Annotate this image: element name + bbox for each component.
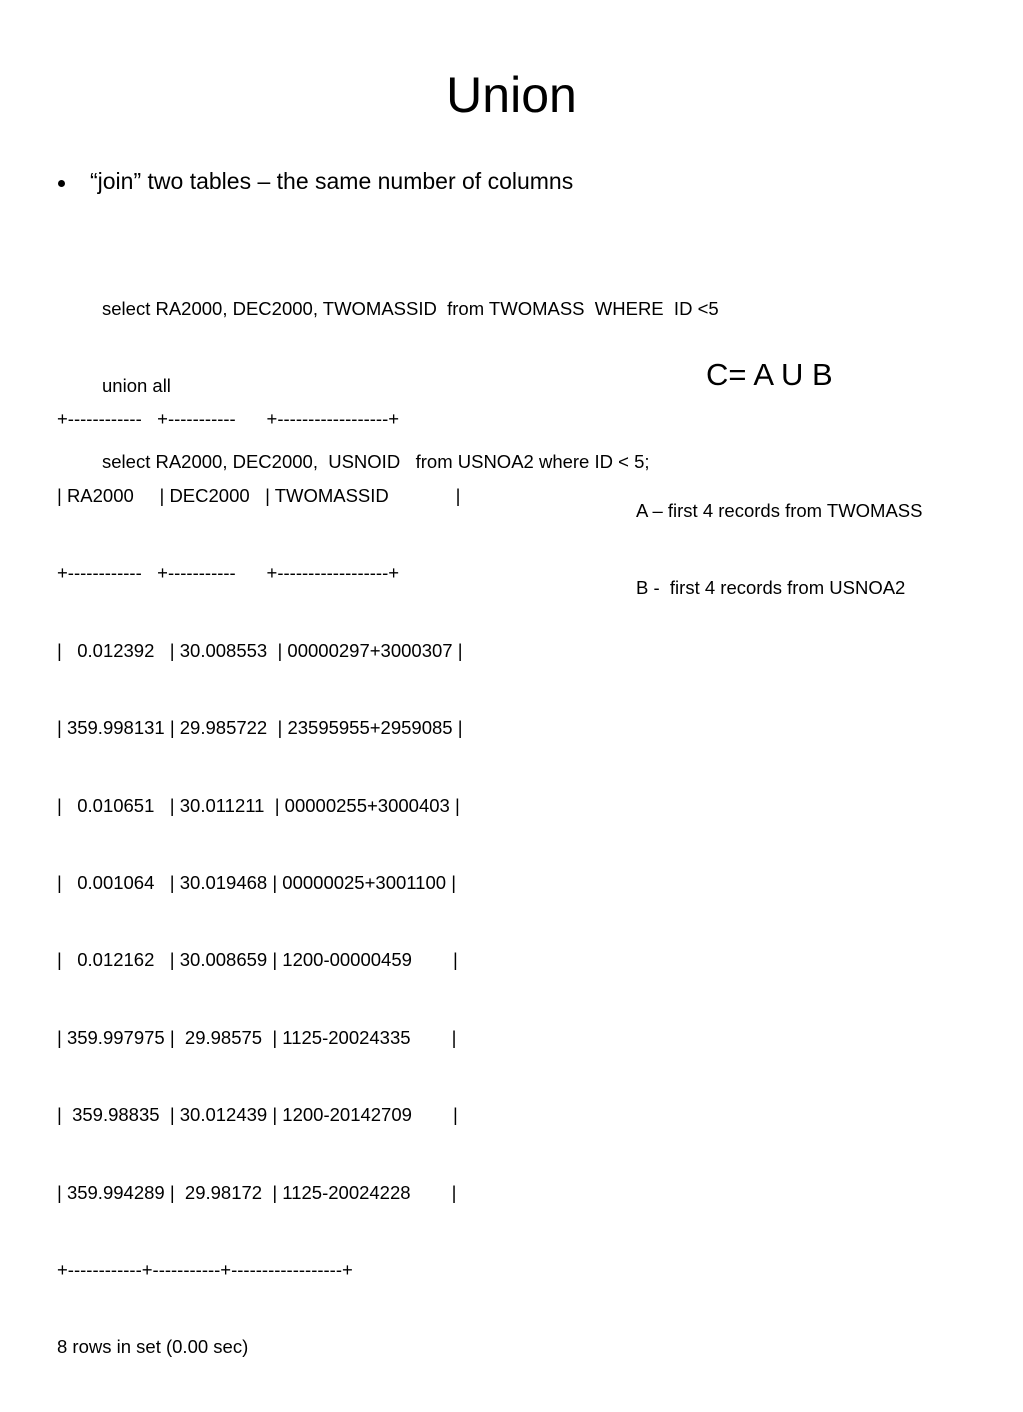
table-row: | 0.001064 | 30.019468 | 00000025+3001100 | <box>57 871 456 893</box>
table-row: | 0.010651 | 30.011211 | 00000255+3000403 | <box>57 794 460 816</box>
table-border-line: +------------ +----------- +------------------+ <box>57 562 400 584</box>
table-row: | 0.012392 | 30.008553 | 00000297+3000307 | <box>57 639 463 661</box>
sql-line: union all <box>102 374 171 396</box>
legend-a: A – first 4 records from TWOMASS <box>636 500 923 521</box>
sql-line: select RA2000, DEC2000, TWOMASSID from TWOMASS WHERE ID <5 <box>102 298 719 319</box>
set-legend <box>636 447 922 651</box>
slide-title: Union <box>446 67 577 123</box>
legend-b: B - first 4 records from USNOA2 <box>636 576 906 598</box>
table-border-line: +------------+-----------+------------------+ <box>57 1258 353 1280</box>
table-row: | 359.997975 | 29.98575 | 1125-20024335 | <box>57 1026 457 1048</box>
query-result-table <box>57 354 463 1412</box>
row-count-status: 8 rows in set (0.00 sec) <box>57 1336 249 1358</box>
table-header-row: | RA2000 | DEC2000 | TWOMASSID | <box>57 484 461 506</box>
bullet-text: “join” two tables – the same number of columns <box>90 168 574 194</box>
table-row: | 359.994289 | 29.98172 | 1125-20024228 | <box>57 1181 457 1203</box>
sql-line: select RA2000, DEC2000, USNOID from USNOA2 where ID < 5; <box>102 451 650 472</box>
table-row: | 359.998131 | 29.985722 | 23595955+2959085 | <box>57 717 463 739</box>
table-row: | 359.98835 | 30.012439 | 1200-20142709 | <box>57 1104 458 1126</box>
table-border-line: +------------ +----------- +------------------+ <box>57 407 400 429</box>
bullet-dot-icon <box>58 180 65 187</box>
table-row: | 0.012162 | 30.008659 | 1200-00000459 | <box>57 949 458 971</box>
union-formula: C= A U B <box>706 357 833 392</box>
